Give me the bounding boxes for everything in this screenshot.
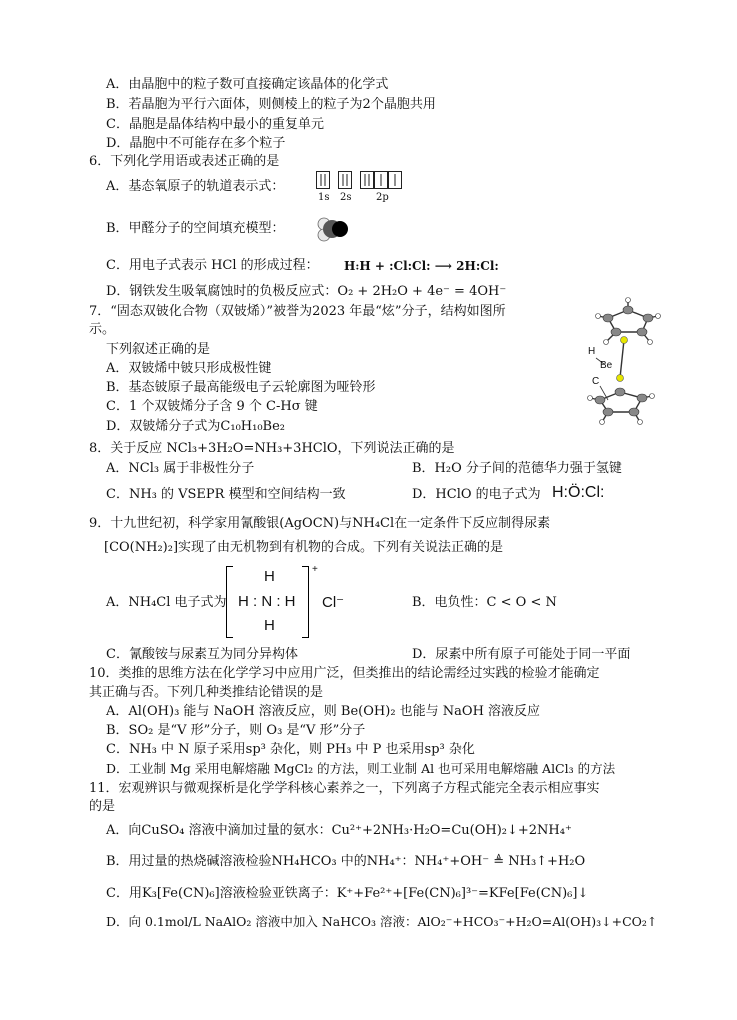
nh4-top-h: H <box>264 568 275 585</box>
nh4-charge: + <box>312 564 318 575</box>
q9-stem-line2: [CO(NH₂)₂]实现了由无机物到有机物的合成。下列有关说法正确的是 <box>104 540 504 555</box>
bracket-right <box>302 566 309 638</box>
q9-option-b: B．电负性：C < O < N <box>412 595 557 610</box>
q11-option-c: C．用K₃[Fe(CN)₆]溶液检验亚铁离子：K⁺+Fe²⁺+[Fe(CN)₆]³⁻=KFe[Fe(CN)₆]↓ <box>106 886 589 901</box>
q11-stem-line1: 11．宏观辨识与微观探析是化学学科核心素养之一，下列离子方程式能完全表示相应事实 <box>89 781 600 796</box>
q7-option-b: B．基态铍原子最高能级电子云轮廓图为哑铃形 <box>106 380 376 395</box>
q8-option-d: D．HClO 的电子式为 <box>412 487 541 502</box>
q7-option-a: A．双铍烯中铍只形成极性键 <box>106 361 272 376</box>
q6-option-a: A．基态氧原子的轨道表示式： <box>106 179 285 194</box>
formaldehyde-space-filling-model-icon <box>314 214 350 244</box>
q7-stem-line1: 7．“固态双铍化合物（双铍烯）”被誉为2023 年最“炫”分子，结构如图所 <box>89 304 506 319</box>
q11-option-d: D．向 0.1mol/L NaAlO₂ 溶液中加入 NaHCO₃ 溶液：AlO₂⁻+HCO₃⁻+H₂O=Al(OH)₃↓+CO₂↑ <box>106 914 658 929</box>
figure-label-h: H <box>588 346 596 357</box>
q10-option-a: A．Al(OH)₃ 能与 NaOH 溶液反应，则 Be(OH)₂ 也能与 NaOH 溶液反应 <box>106 704 541 719</box>
q11-stem-line2: 的是 <box>89 799 116 814</box>
q8-option-a: A．NCl₃ 属于非极性分子 <box>106 461 255 476</box>
q9-option-c: C．氰酸铵与尿素互为同分异构体 <box>106 647 298 662</box>
q7-prompt: 下列叙述正确的是 <box>106 342 211 357</box>
q10-option-c: C．NH₃ 中 N 原子采用sp³ 杂化，则 PH₃ 中 P 也采用sp³ 杂化 <box>106 742 475 757</box>
chloride-anion: Cl⁻ <box>322 594 345 611</box>
dibenzene-beryllium-structure-figure <box>580 288 680 428</box>
q8-stem: 8．关于反应 NCl₃+3H₂O=NH₃+3HClO，下列说法正确的是 <box>89 441 455 456</box>
hclo-electron-formula: H:Ö:Cl: <box>552 484 605 501</box>
q8-option-b: B．H₂O 分子间的范德华力强于氢键 <box>412 461 622 476</box>
q5-option-d: D．晶胞中不可能存在多个粒子 <box>106 136 286 151</box>
q10-stem-line1: 10．类推的思维方法在化学学习中应用广泛，但类推出的结论需经过实践的检验才能确定 <box>89 666 600 681</box>
q8-option-c: C．NH₃ 的 VSEPR 模型和空间结构一致 <box>106 487 346 502</box>
orbital-label-1s: 1s <box>318 192 330 203</box>
q11-option-b: B．用过量的热烧碱溶液检验NH₄HCO₃ 中的NH₄⁺：NH₄⁺+OH⁻ ≜ NH₃↑+H₂O <box>106 854 586 869</box>
q9-option-a: A．NH₄Cl 电子式为 <box>106 595 227 610</box>
hcl-electron-formation: H꞉H + :Cl:Cl: ⟶ 2H:Cl: <box>344 259 499 273</box>
q6-stem: 6．下列化学用语或表述正确的是 <box>89 154 280 169</box>
q9-stem-line1: 9．十九世纪初，科学家用氰酸银(AgOCN)与NH₄Cl在一定条件下反应制得尿素 <box>89 516 551 531</box>
figure-label-be: Be <box>600 360 613 371</box>
q9-option-d: D．尿素中所有原子可能处于同一平面 <box>412 647 631 662</box>
q6-option-d: D．钢铁发生吸氧腐蚀时的负极反应式：O₂ + 2H₂O + 4e⁻ = 4OH⁻ <box>106 284 507 299</box>
q10-option-b: B．SO₂ 是“V 形”分子，则 O₃ 是“V 形”分子 <box>106 723 366 738</box>
q5-option-a: A．由晶胞中的粒子数可直接确定该晶体的化学式 <box>106 77 389 92</box>
q11-option-a: A．向CuSO₄ 溶液中滴加过量的氨水：Cu²⁺+2NH₃·H₂O=Cu(OH)₂↓+2NH₄⁺ <box>106 823 572 838</box>
q6-option-b: B．甲醛分子的空间填充模型： <box>106 221 285 236</box>
nh4-bottom-h: H <box>264 617 275 634</box>
figure-label-c: C <box>592 376 600 387</box>
q7-stem-line2: 示。 <box>89 322 116 337</box>
q10-stem-line2: 其正确与否。下列几种类推结论错误的是 <box>89 685 324 700</box>
electron-arrows-icon <box>316 171 404 189</box>
q7-option-d: D．双铍烯分子式为C₁₀H₁₀Be₂ <box>106 419 286 434</box>
nh4-middle-row: H : N : H <box>238 593 296 610</box>
q5-option-c: C．晶胞是晶体结构中最小的重复单元 <box>106 117 324 132</box>
q7-option-c: C．1 个双铍烯分子含 9 个 C-Hσ 键 <box>106 399 318 414</box>
q5-option-b: B．若晶胞为平行六面体，则侧棱上的粒子为2个晶胞共用 <box>106 97 436 112</box>
bracket-left <box>226 566 233 638</box>
orbital-label-2s: 2s <box>340 192 352 203</box>
orbital-label-2p: 2p <box>376 192 389 203</box>
q10-option-d: D．工业制 Mg 采用电解熔融 MgCl₂ 的方法，则工业制 Al 也可采用电解熔融 AlCl₃ 的方法 <box>106 761 616 776</box>
q6-option-c: C．用电子式表示 HCl 的形成过程： <box>106 258 319 273</box>
nh4cl-electron-formula <box>226 566 356 638</box>
